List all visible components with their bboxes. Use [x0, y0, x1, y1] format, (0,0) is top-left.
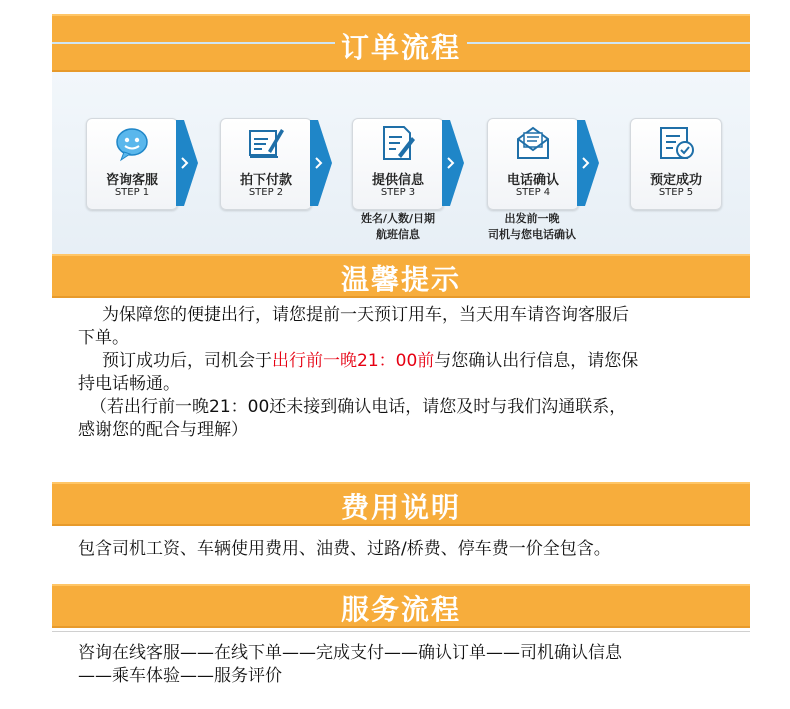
chevron-right-icon — [176, 120, 198, 206]
chevron-right-icon — [577, 120, 599, 206]
order-flow-steps — [52, 72, 750, 268]
step-5-number: STEP 5 — [658, 187, 694, 198]
step-4-label: 电话确认 — [506, 173, 559, 188]
tip-paragraph-2: 预订成功后，司机会于出行前一晚21：00前与您确认出行信息，请您保 — [102, 351, 639, 371]
service-title: 服务流程 — [340, 593, 461, 626]
step-2-label: 拍下付款 — [239, 173, 292, 188]
service-flow-text: 咨询在线客服——在线下单——完成支付——确认订单——司机确认信息 ——乘车体验——服务评价 — [78, 643, 622, 686]
chevron-right-icon — [310, 120, 332, 206]
step-3-note: 姓名/人数/日期 航班信息 — [360, 212, 436, 241]
step-5-card — [630, 118, 722, 210]
step-3-number: STEP 3 — [380, 187, 416, 198]
fees-text: 包含司机工资、车辆使用费用、油费、过路/桥费、停车费一价全包含。 — [78, 539, 611, 559]
divider — [52, 631, 750, 632]
order-flow-title: 订单流程 — [335, 31, 467, 64]
chat-bubble-icon — [112, 123, 152, 163]
envelope-icon — [513, 123, 553, 163]
step-2-number: STEP 2 — [248, 187, 284, 198]
step-5-label: 预定成功 — [649, 173, 702, 188]
form-pen-icon — [246, 123, 286, 163]
chevron-right-icon — [442, 120, 464, 206]
fees-banner — [52, 482, 750, 526]
highlight-time: 出行前一晚21：00前 — [272, 351, 435, 371]
step-1-card — [86, 118, 178, 210]
fees-title: 费用说明 — [340, 491, 461, 524]
service-banner — [52, 584, 750, 628]
tips-content: 为保障您的便捷出行，请您提前一天预订用车，当天用车请咨询客服后 下单。 预订成功后，司机会于出行前一晚21：00前与您确认出行信息，请您保 持电话畅通。 （若出行前一晚21：00还未接到确认电话，请您及时与我们沟通联系， 感谢您的配合与理解） — [78, 304, 738, 442]
checklist-icon — [656, 123, 696, 163]
tip-paragraph-3: （若出行前一晚21：00还未接到确认电话，请您及时与我们沟通联系， — [90, 397, 627, 417]
step-3-card — [352, 118, 444, 210]
tips-title: 温馨提示 — [340, 263, 461, 296]
content-wrapper — [52, 14, 750, 709]
step-1-label: 咨询客服 — [105, 173, 158, 188]
step-4-number: STEP 4 — [515, 187, 551, 198]
step-4-card — [487, 118, 579, 210]
step-2-card — [220, 118, 312, 210]
step-1-number: STEP 1 — [114, 187, 150, 198]
tip-paragraph-1: 为保障您的便捷出行，请您提前一天预订用车，当天用车请咨询客服后 — [102, 305, 629, 325]
tips-banner — [52, 254, 750, 298]
step-3-label: 提供信息 — [371, 173, 424, 188]
order-flow-banner — [52, 14, 750, 72]
document-pen-icon — [378, 123, 418, 163]
step-4-note: 出发前一晚 司机与您电话确认 — [488, 212, 576, 241]
